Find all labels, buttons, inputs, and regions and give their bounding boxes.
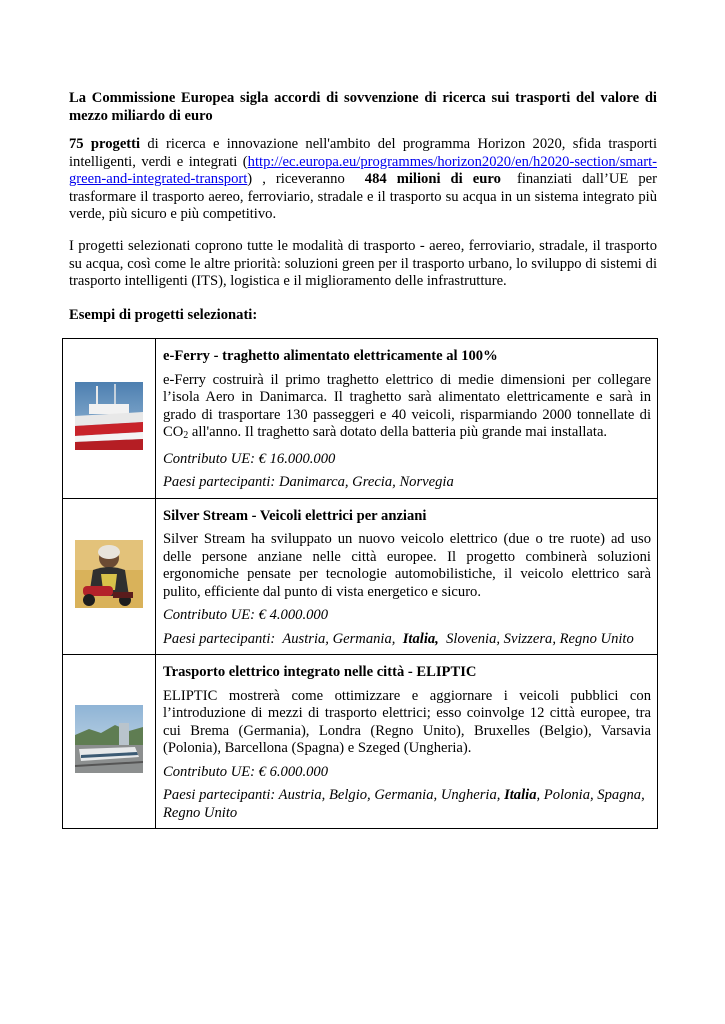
eu-contribution: Contributo UE: € 16.000.000 — [163, 450, 336, 467]
tram-photo-icon — [75, 705, 143, 779]
project-cell — [156, 339, 658, 499]
project-title: e-Ferry - traghetto alimentato elettricamente al 100% — [163, 348, 498, 364]
table-row — [63, 655, 658, 829]
countries-label: Paesi partecipanti: — [163, 630, 276, 647]
project-description-text-end: all'anno. Il traghetto sarà dotato della batteria più grande mai installata. — [188, 424, 608, 440]
project-description: Silver Stream ha sviluppato un nuovo veicolo elettrico (due o tre ruote) ad uso delle persone anziane nelle città europee. Il progetto combinerà soluzioni ergonomiche pensate per tecnologie automobilistiche, il veicolo elettrico sarà pulito, efficiente dal punto di vista energetico e sicuro. — [163, 531, 651, 600]
ferry-photo-icon — [75, 382, 143, 456]
intro-text-c: finanziati dall’UE per trasformare il trasporto aereo, ferroviario, stradale e il trasporto su acqua in un sistema integrato più verde, più sicuro e più competitivo. — [69, 171, 657, 222]
image-cell — [63, 655, 156, 829]
countries-list-end: Slovenia, Svizzera, Regno Unito — [446, 630, 634, 647]
countries-label: Paesi partecipanti: — [163, 474, 276, 490]
countries-highlight: Italia, — [402, 630, 439, 647]
intro-text-b: ) , riceveranno — [247, 171, 345, 187]
image-cell — [63, 498, 156, 655]
participating-countries — [163, 631, 651, 649]
intro-paragraph — [69, 136, 657, 224]
participating-countries — [163, 474, 651, 492]
modalities-paragraph: I progetti selezionati coprono tutte le modalità di trasporto - aereo, ferroviario, stradale, il trasporto su acqua, così come le altre priorità: soluzioni green per il trasporto urbano, lo sviluppo di sistemi di trasporto intelligenti (ITS), logistica e il miglioramento delle infrastrutture. — [69, 238, 657, 289]
eu-contribution: Contributo UE: € 6.000.000 — [163, 763, 328, 780]
project-description — [163, 372, 651, 445]
funding-amount: 484 milioni di euro — [364, 171, 501, 187]
image-cell — [63, 339, 156, 499]
project-description-text: e-Ferry costruirà il primo traghetto elettrico di medie dimensioni per collegare l’isola Aero in Danimarca. Il traghetto sarà alimentato elettricamente e sarà in grado di trasportare 130 passeggeri e 40 veicoli, risparmiando 2000 tonnellate di CO — [163, 371, 651, 440]
examples-heading: Esempi di progetti selezionati: — [69, 307, 258, 323]
project-title: Silver Stream - Veicoli elettrici per anziani — [163, 507, 427, 524]
page-title: La Commissione Europea sigla accordi di sovvenzione di ricerca sui trasporti del valore di mezzo miliardo di euro — [69, 90, 657, 124]
project-title: Trasporto elettrico integrato nelle città - ELIPTIC — [163, 664, 477, 680]
countries-label: Paesi partecipanti: — [163, 787, 276, 803]
projects-table — [62, 338, 658, 829]
participating-countries — [163, 787, 651, 822]
table-row — [63, 339, 658, 499]
countries-highlight: Italia — [504, 787, 537, 803]
table-row — [63, 498, 658, 655]
co2-subscript: 2 — [183, 430, 189, 441]
elderly-scooter-photo-icon — [75, 540, 143, 614]
countries-list: Austria, Germania, — [282, 630, 396, 647]
countries-list: Austria, Belgio, Germania, Ungheria, — [278, 787, 501, 803]
countries-list: Danimarca, Grecia, Norvegia — [278, 474, 454, 490]
project-cell — [156, 498, 658, 655]
intro-text-a: di ricerca e innovazione nell'ambito del programma Horizon 2020, sfida trasporti intelligenti, verdi e integrati ( — [69, 136, 657, 170]
project-description: ELIPTIC mostrerà come ottimizzare e aggiornare i veicoli pubblici con l’introduzione di mezzi di trasporto elettrici; esso coinvolge 12 città europee, tra cui Brema (Germania), Londra (Regno Unito), Bruxelles (Belgio), Varsavia (Polonia), Barcellona (Spagna) e Szeged (Ungheria). — [163, 687, 651, 756]
project-count: 75 progetti — [69, 136, 141, 152]
horizon2020-link[interactable]: http://ec.europa.eu/programmes/horizon2020/en/h2020-section/smart-green-and-integrated-transport — [69, 153, 657, 187]
project-cell — [156, 655, 658, 829]
eu-contribution: Contributo UE: € 4.000.000 — [163, 607, 328, 623]
countries-list-end: , Polonia, Spagna, Regno Unito — [163, 787, 645, 821]
